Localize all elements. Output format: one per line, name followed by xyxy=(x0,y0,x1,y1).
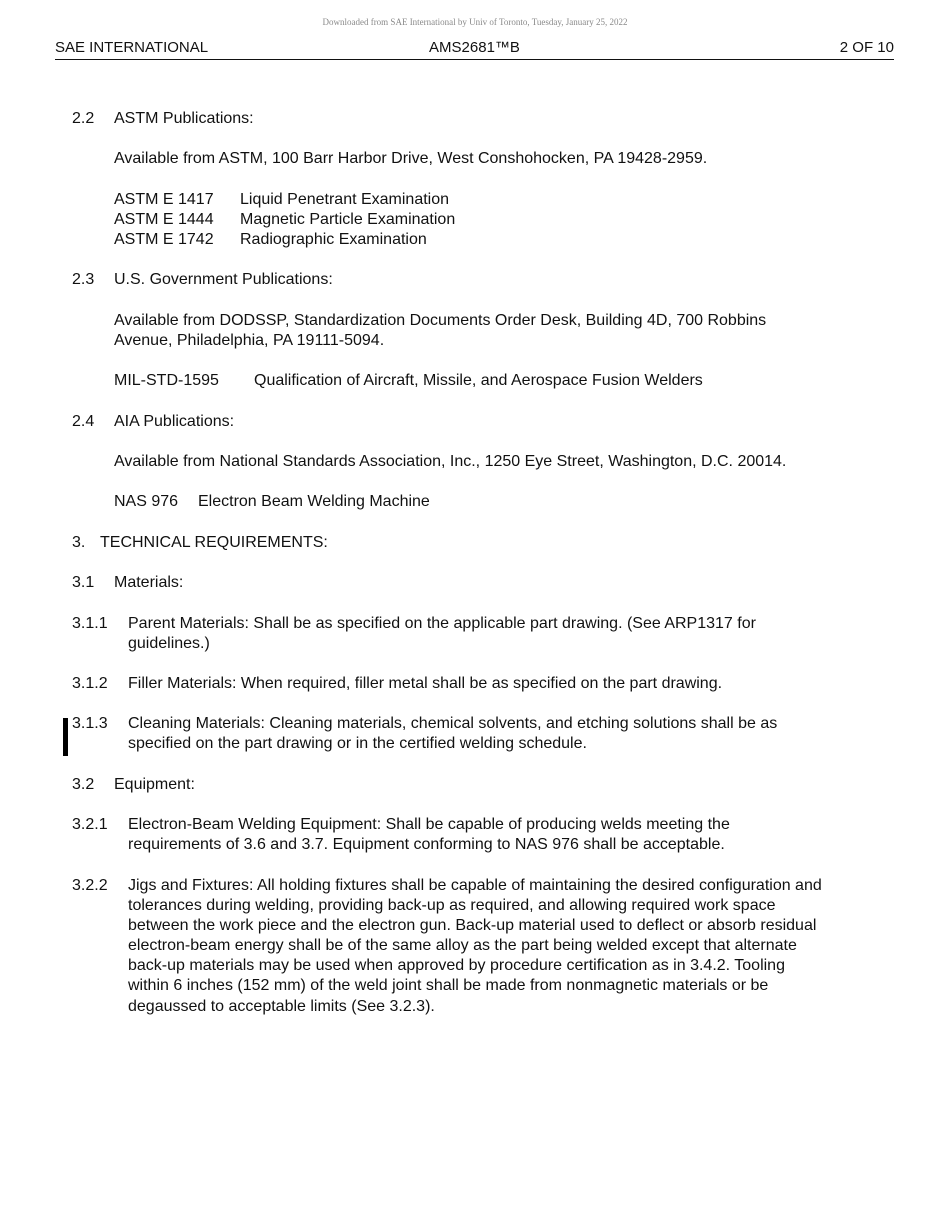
gov-availability-line: Available from DODSSP, Standardization Documents Order Desk, Building 4D, 700 Robbins xyxy=(114,312,767,329)
astm-availability: Available from ASTM, 100 Barr Harbor Drive, West Conshohocken, PA 19428-2959. xyxy=(114,150,708,167)
header-doc-number: AMS2681™B xyxy=(429,39,520,56)
section-number: 2.2 xyxy=(72,110,95,127)
aia-availability: Available from National Standards Association, Inc., 1250 Eye Street, Washington, D.C. 20014. xyxy=(114,453,787,470)
ref-code: ASTM E 1444 xyxy=(114,211,214,228)
paragraph-line: within 6 inches (152 mm) of the weld joint shall be made from nonmagnetic materials or be xyxy=(128,977,769,994)
ref-code: ASTM E 1417 xyxy=(114,191,214,208)
paragraph-line: requirements of 3.6 and 3.7. Equipment conforming to NAS 976 shall be acceptable. xyxy=(128,836,725,853)
section-title-materials: Materials: xyxy=(114,574,184,591)
section-number: 3.1.2 xyxy=(72,675,108,692)
paragraph-line: back-up materials may be used when approved by procedure certification as in 3.4.2. Tooling xyxy=(128,957,785,974)
section-number: 3.2.2 xyxy=(72,877,108,894)
header-page-number: 2 OF 10 xyxy=(839,39,894,56)
paragraph-line: between the work piece and the electron gun. Back-up material used to deflect or absorb residual xyxy=(128,917,817,934)
section-number: 2.4 xyxy=(72,413,95,430)
paragraph-line: Electron-Beam Welding Equipment: Shall be capable of producing welds meeting the xyxy=(128,816,730,833)
paragraph-line: degaussed to acceptable limits (See 3.2.3). xyxy=(128,998,435,1015)
section-number: 3.2 xyxy=(72,776,95,793)
paragraph-line: Cleaning Materials: Cleaning materials, chemical solvents, and etching solutions shall be as xyxy=(128,715,778,732)
paragraph-line: Filler Materials: When required, filler metal shall be as specified on the part drawing. xyxy=(128,675,723,692)
page-header xyxy=(55,38,894,58)
section-number: 3.1.1 xyxy=(72,615,108,632)
header-org: SAE INTERNATIONAL xyxy=(55,39,209,56)
section-number: 2.3 xyxy=(72,271,95,288)
section-title-aia: AIA Publications: xyxy=(114,413,235,430)
paragraph-line: specified on the part drawing or in the certified welding schedule. xyxy=(128,735,587,752)
ref-title: Magnetic Particle Examination xyxy=(240,211,456,228)
ref-title: Electron Beam Welding Machine xyxy=(198,493,430,510)
revision-change-bar xyxy=(63,718,68,756)
header-rule xyxy=(55,59,894,60)
download-watermark: Downloaded from SAE International by Univ of Toronto, Tuesday, January 25, 2022 xyxy=(322,17,628,27)
ref-code: MIL-STD-1595 xyxy=(114,372,219,389)
section-number: 3. xyxy=(72,534,86,551)
paragraph-line: electron-beam energy shall be of the same alloy as the part being welded except that alternate xyxy=(128,937,797,954)
gov-availability-line: Avenue, Philadelphia, PA 19111-5094. xyxy=(114,332,385,349)
ref-title: Radiographic Examination xyxy=(240,231,427,248)
section-title-astm: ASTM Publications: xyxy=(114,110,254,127)
paragraph-line: Jigs and Fixtures: All holding fixtures shall be capable of maintaining the desired configuration and xyxy=(128,877,822,894)
ref-title: Qualification of Aircraft, Missile, and Aerospace Fusion Welders xyxy=(254,372,703,389)
paragraph-line: tolerances during welding, providing back-up as required, and allowing required work space xyxy=(128,897,776,914)
ref-code: ASTM E 1742 xyxy=(114,231,214,248)
section-title-technical-requirements: TECHNICAL REQUIREMENTS: xyxy=(100,534,328,551)
ref-code: NAS 976 xyxy=(114,493,179,510)
ref-title: Liquid Penetrant Examination xyxy=(240,191,450,208)
paragraph-line: guidelines.) xyxy=(128,635,210,652)
section-number: 3.2.1 xyxy=(72,816,108,833)
section-number: 3.1 xyxy=(72,574,95,591)
paragraph-line: Parent Materials: Shall be as specified on the applicable part drawing. (See ARP1317 for xyxy=(128,615,756,632)
section-title-gov: U.S. Government Publications: xyxy=(114,271,333,288)
section-number: 3.1.3 xyxy=(72,715,108,732)
section-title-equipment: Equipment: xyxy=(114,776,195,793)
